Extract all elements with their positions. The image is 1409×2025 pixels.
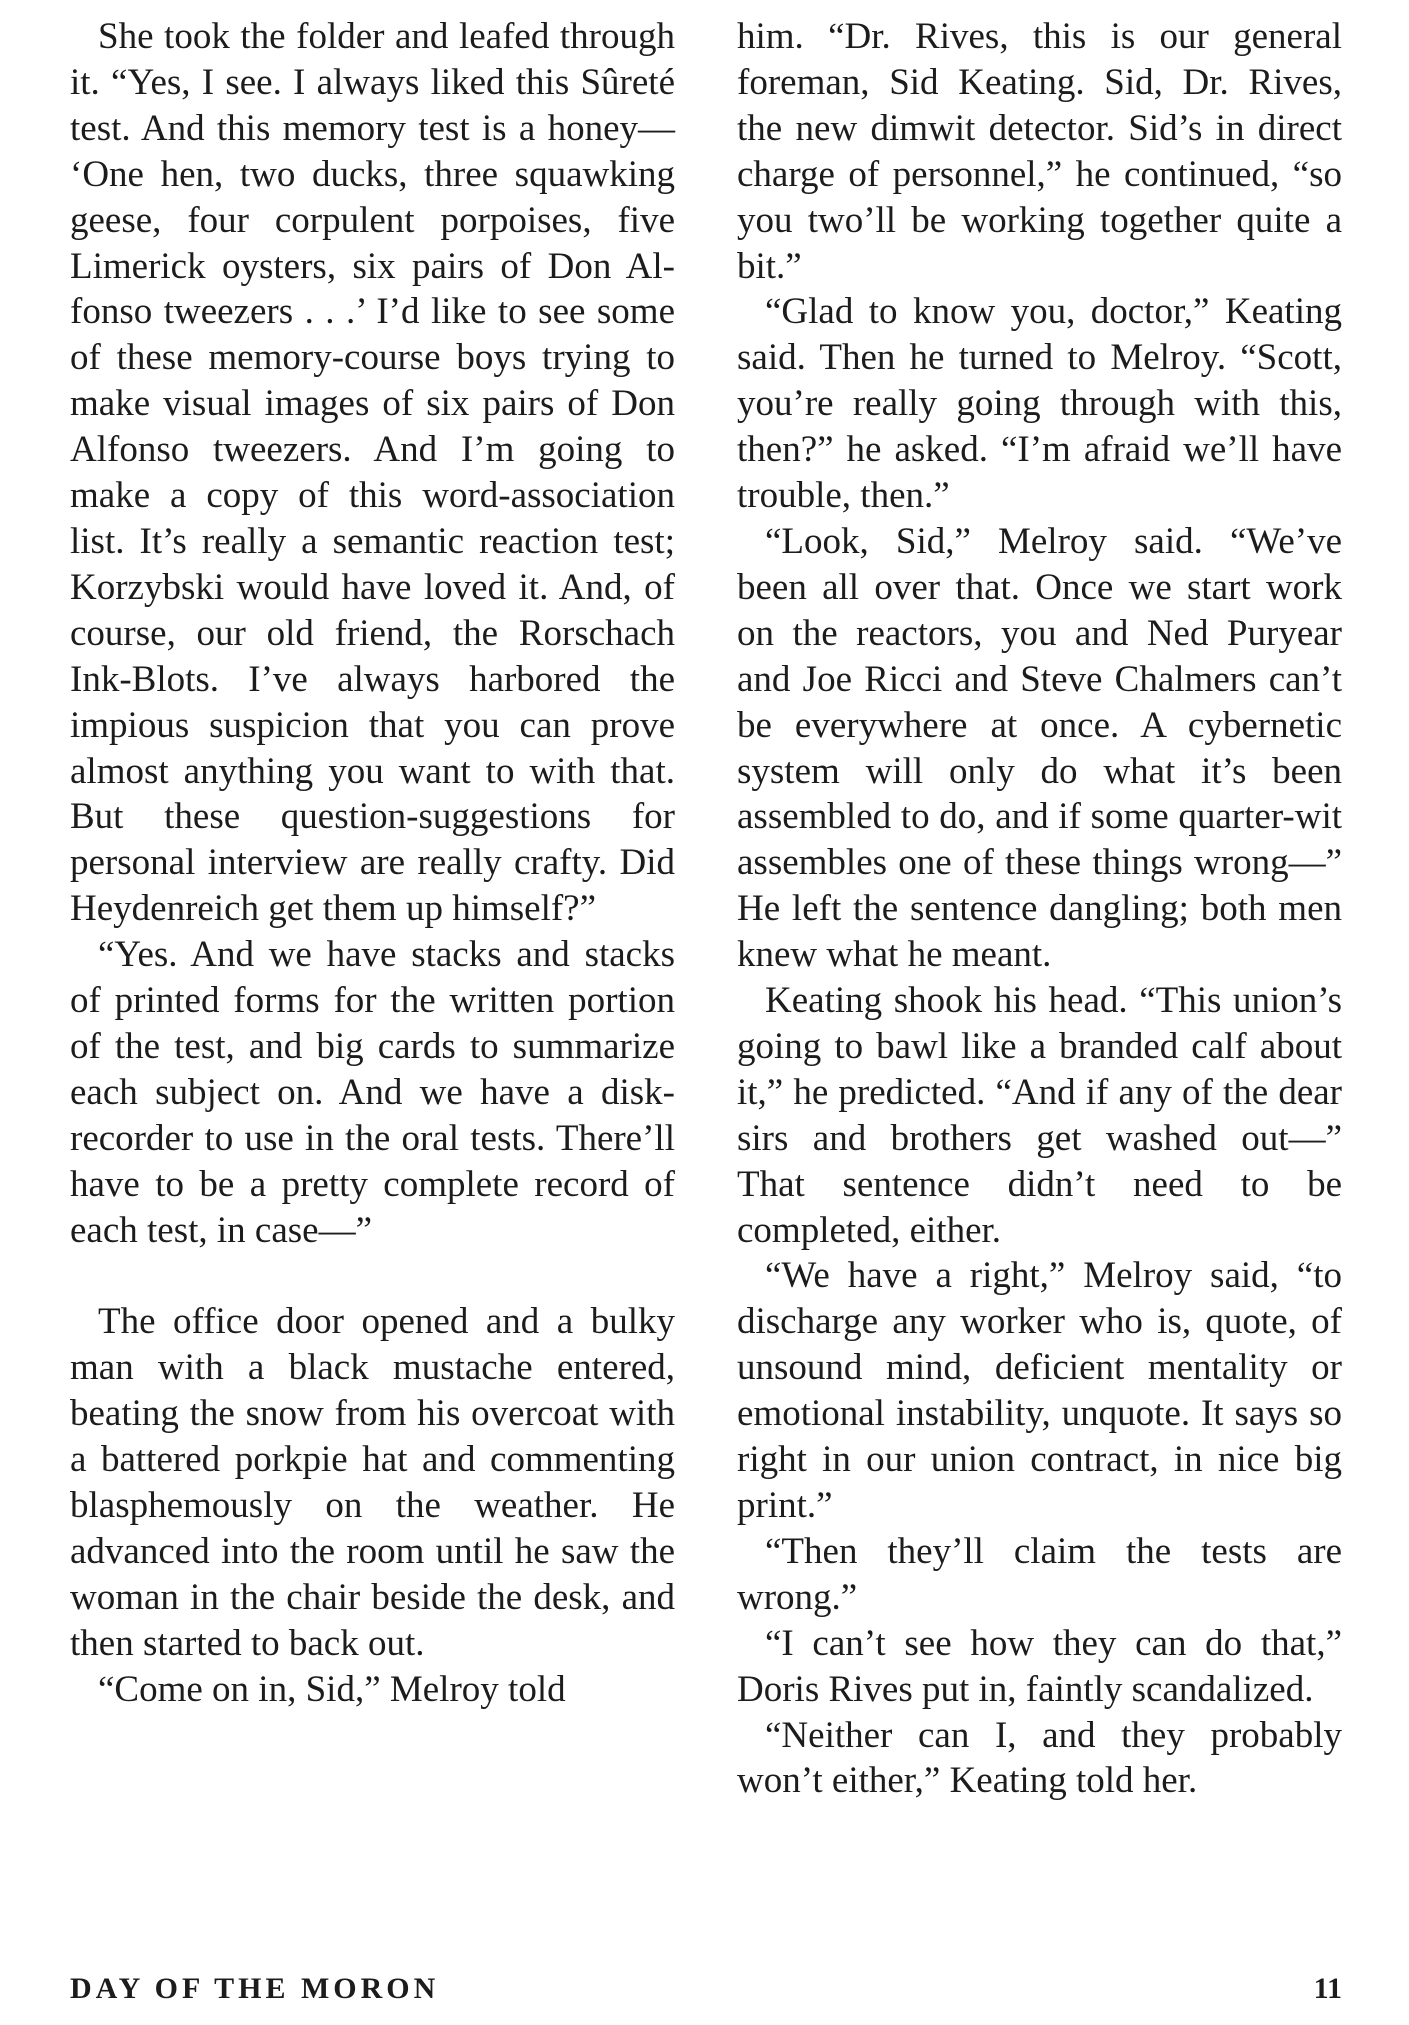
page-number: 11 bbox=[1313, 1972, 1342, 2005]
paragraph: Keating shook his head. “This union’s going to bawl like a branded calf about it,” he predicted. “And if any of the dear sirs and brothers get washed out—” That sentence didn’t need to be completed, either. bbox=[737, 980, 1342, 1251]
paragraph: “We have a right,” Melroy said, “to discharge any worker who is, quote, of unsound mind, deficient mentality or emotional instability, unquote. It says so right in our union contract, in nice big print.” bbox=[737, 1255, 1342, 1526]
paragraph: “Then they’ll claim the tests are wrong.” bbox=[737, 1530, 1342, 1618]
paragraph: “Yes. And we have stacks and stacks of printed forms for the written portion of the test, and big cards to summarize each subject on. And we have a disk-recorder to use in the oral tests. There’ll have to be a pretty complete record of each test, in case—” bbox=[70, 934, 675, 1251]
left-text-column bbox=[70, 14, 675, 1713]
paragraph: “I can’t see how they can do that,” Doris Rives put in, faintly scandalized. bbox=[737, 1622, 1342, 1710]
paragraph: him. “Dr. Rives, this is our general foreman, Sid Keating. Sid, Dr. Rives, the new dimwit detector. Sid’s in direct charge of personnel,” he continued, “so you two’ll be working together quite a bit.” bbox=[737, 16, 1342, 287]
paragraph: “Come on in, Sid,” Melroy told bbox=[98, 1668, 566, 1710]
paragraph: “Glad to know you, doctor,” Keating said. Then he turned to Melroy. “Scott, you’re really going through with this, then?” he asked. “I’m afraid we’ll have trouble, then.” bbox=[737, 291, 1342, 517]
paragraph: “Neither can I, and they probably won’t either,” Keating told her. bbox=[737, 1714, 1342, 1802]
paragraph: The office door opened and a bulky man with a black mustache entered, beating the snow from his overcoat with a battered porkpie hat and commenting blasphemously on the weather. He advanced into the room until he saw the woman in the chair beside the desk, and then started to back out. bbox=[70, 1301, 675, 1664]
paragraph: “Look, Sid,” Melroy said. “We’ve been all over that. Once we start work on the reactors, you and Ned Puryear and Joe Ricci and Steve Chalmers can’t be everywhere at once. A cybernetic system will only do what it’s been assembled to do, and if some quarter-wit assembles one of these things wrong—” He left the sentence dangling; both men knew what he meant. bbox=[737, 520, 1342, 976]
page-footer bbox=[70, 1972, 1342, 2012]
right-text-column bbox=[737, 14, 1342, 1804]
running-title: DAY OF THE MORON bbox=[70, 1972, 440, 2005]
paragraph: She took the folder and leafed through it. “Yes, I see. I always liked this Sûreté test. And this memory test is a honey— ‘One hen, two ducks, three squawking geese, four corpulent porpoises, five Limerick oysters, six pairs of Don Alfonso tweezers . . .’ I’d like to see some of these memory-course boys trying to make visual images of six pairs of Don Alfonso tweezers. And I’m going to make a copy of this word-association list. It’s really a semantic reaction test; Korzybski would have loved it. And, of course, our old friend, the Rorschach Ink-Blots. I’ve always harbored the impious suspicion that you can prove almost anything you want to with that. But these question-suggestions for personal interview are really crafty. Did Heydenreich get them up himself?” bbox=[70, 16, 675, 930]
